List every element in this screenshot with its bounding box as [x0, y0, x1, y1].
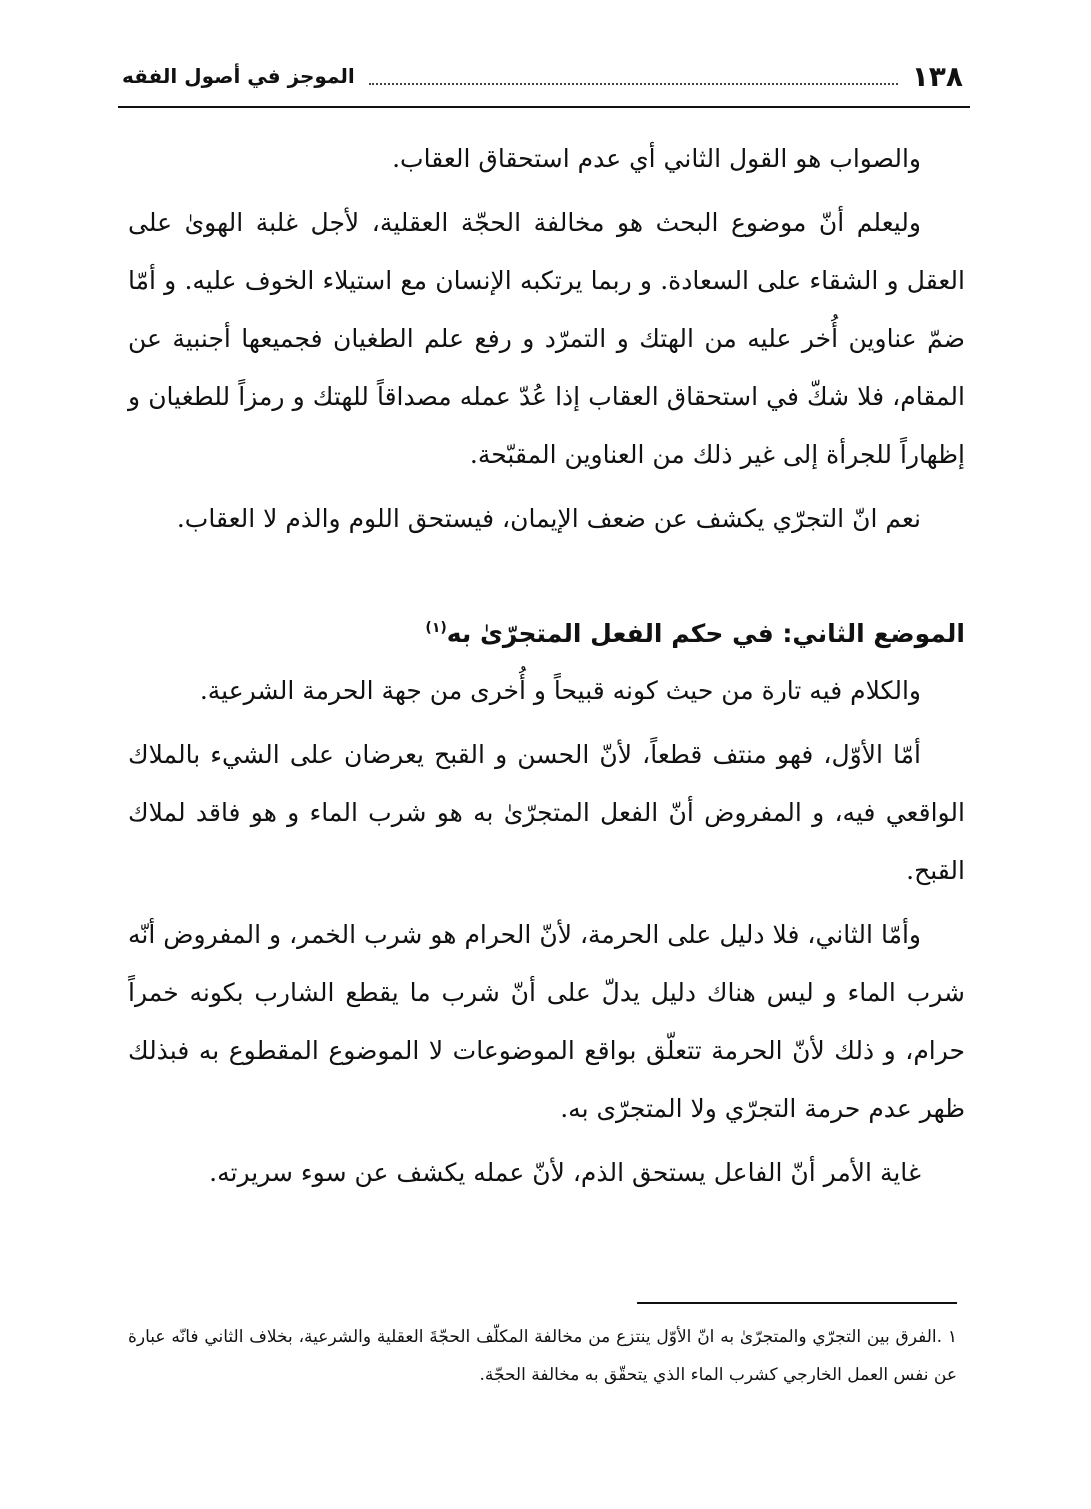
page-body [128, 130, 965, 1208]
paragraph-conclusion: والصواب هو القول الثاني أي عدم استحقاق العقاب. [392, 144, 921, 173]
page-header [122, 52, 963, 100]
header-dotted-leader [369, 83, 898, 85]
paragraph-first-aspect: أمّا الأوّل، فهو منتف قطعاً، لأنّ الحسن و القبح يعرضان على الشيء بالملاك الواقعي فيه، و المفروض أنّ الفعل المتجرّىٰ به هو شرب الماء و هو فاقد لملاك القبح. [128, 740, 965, 885]
paragraph-faith-weakness: نعم انّ التجرّي يكشف عن ضعف الإيمان، فيستحق اللوم والذم لا العقاب. [176, 504, 921, 533]
page-number: ١٣٨ [911, 59, 963, 93]
paragraph-second-aspect: وأمّا الثاني، فلا دليل على الحرمة، لأنّ الحرام هو شرب الخمر، و المفروض أنّه شرب الماء و ليس هناك دليل يدلّ على أنّ شرب ما يقطع الشارب بكونه خمراً حرام، و ذلك لأنّ الحرمة تتعلّق بواقع الموضوعات لا الموضوع المقطوع به فبذلك ظهر عدم حرمة التجرّي ولا المتجرّى به. [128, 920, 965, 1123]
header-rule [118, 106, 970, 108]
paragraph-final: غاية الأمر أنّ الفاعل يستحق الذم، لأنّ عمله يكشف عن سوء سريرته. [209, 1158, 921, 1187]
footnote-marker: (١) [425, 620, 447, 636]
section-heading-text: الموضع الثاني: في حكم الفعل المتجرّىٰ به [446, 619, 965, 648]
paragraph-topic-note: وليعلم أنّ موضوع البحث هو مخالفة الحجّة العقلية، لأجل غلبة الهوىٰ على العقل و الشقاء على السعادة. و ربما يرتكبه الإنسان مع استيلاء الخوف عليه. و أمّا ضمّ عناوين أُخر عليه من الهتك و التمرّد و رفع علم الطغيان فجميعها أجنبية عن المقام، فلا شكّ في استحقاق العقاب إذا عُدّ عمله مصداقاً للهتك و رمزاً للطغيان و إظهاراً للجرأة إلى غير ذلك من العناوين المقبّحة. [128, 208, 965, 469]
book-title: الموجز في أصول الفقه [122, 64, 355, 88]
section-heading [128, 600, 965, 662]
footnote: ١ .الفرق بين التجرّي والمتجرّىٰ به انّ الأوّل ينتزع من مخالفة المكلّف الحجّةَ العقلية والشرعية، بخلاف الثاني فانّه عبارة عن نفس العمل الخارجي كشرب الماء الذي يتحقّق به مخالفة الحجّة. [128, 1327, 957, 1385]
paragraph-intro: والكلام فيه تارة من حيث كونه قبيحاً و أُخرى من جهة الحرمة الشرعية. [199, 676, 921, 705]
footnote-rule [637, 1302, 957, 1304]
